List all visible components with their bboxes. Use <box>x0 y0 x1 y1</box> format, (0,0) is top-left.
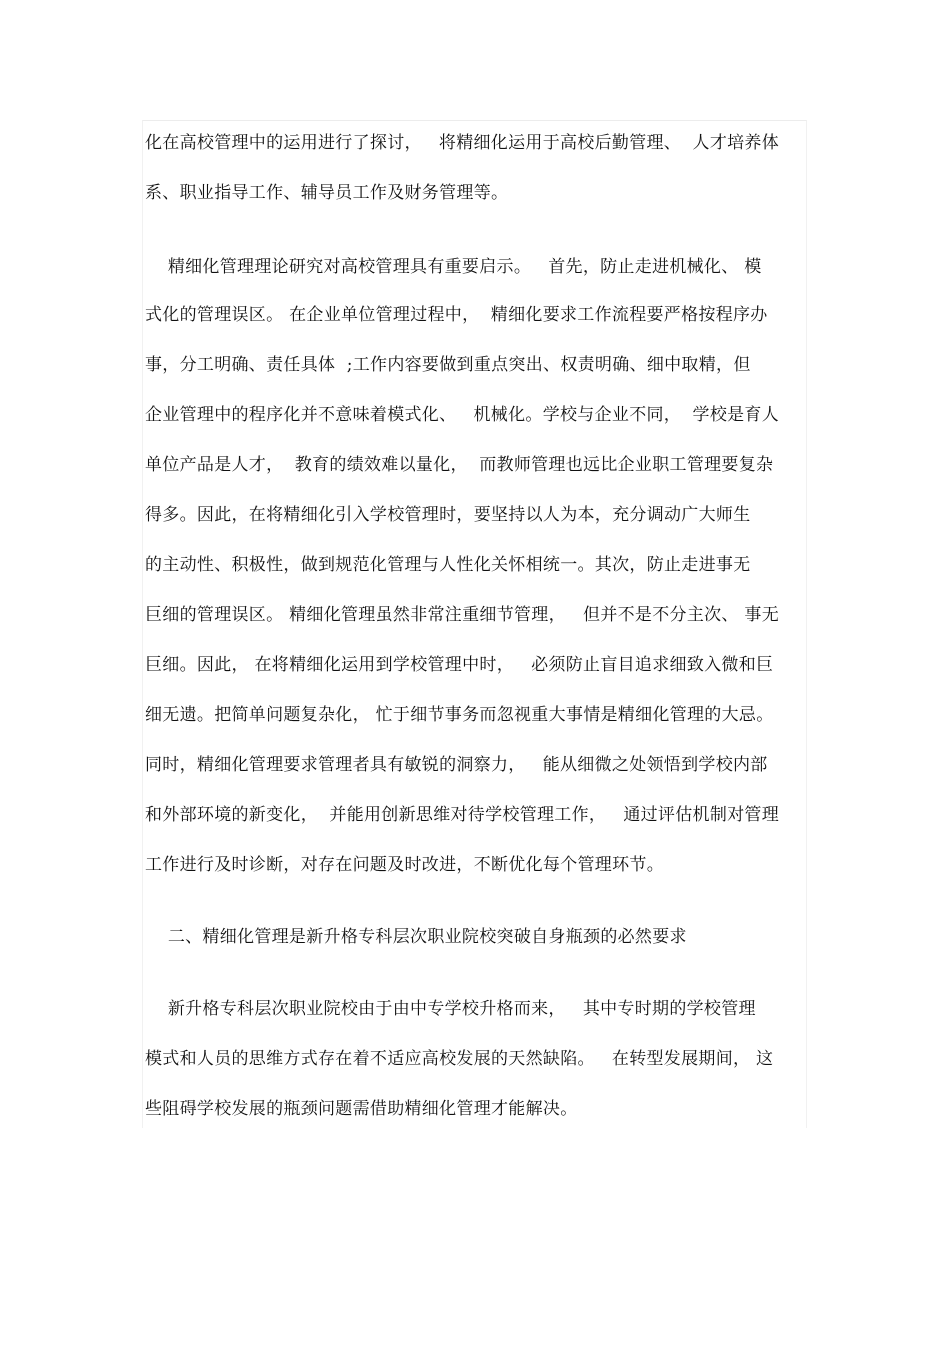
text-line: 模式和人员的思维方式存在着不适应高校发展的天然缺陷。 在转型发展期间， 这 <box>145 1049 774 1069</box>
text-line: 的主动性、积极性，做到规范化管理与人性化关怀相统一。其次，防止走进事无 <box>145 555 751 575</box>
text-line: 得多。因此，在将精细化引入学校管理时，要坚持以人为本，充分调动广大师生 <box>145 505 751 525</box>
text-line: 系、职业指导工作、辅导员工作及财务管理等。 <box>145 183 509 203</box>
text-line: 单位产品是人才， 教育的绩效难以量化， 而教师管理也远比企业职工管理要复杂 <box>145 455 774 475</box>
text-line: 事，分工明确、责任具体 ;工作内容要做到重点突出、权责明确、细中取精，但 <box>145 355 751 375</box>
text-line: 新升格专科层次职业院校由于由中专学校升格而来， 其中专时期的学校管理 <box>145 999 756 1019</box>
text-line: 细无遗。把简单问题复杂化， 忙于细节事务而忽视重大事情是精细化管理的大忌。 <box>145 705 774 725</box>
text-line: 精细化管理理论研究对高校管理具有重要启示。 首先，防止走进机械化、 模 <box>145 257 762 277</box>
section-heading: 二、精细化管理是新升格专科层次职业院校突破自身瓶颈的必然要求 <box>145 927 687 947</box>
text-line: 企业管理中的程序化并不意味着模式化、 机械化。学校与企业不同， 学校是育人 <box>145 405 780 425</box>
text-line: 和外部环境的新变化， 并能用创新思维对待学校管理工作， 通过评估机制对管理 <box>145 805 780 825</box>
text-line: 巨细的管理误区。 精细化管理虽然非常注重细节管理， 但并不是不分主次、 事无 <box>145 605 780 625</box>
text-line: 化在高校管理中的运用进行了探讨， 将精细化运用于高校后勤管理、 人才培养体 <box>145 133 780 153</box>
text-line: 巨细。因此， 在将精细化运用到学校管理中时， 必须防止盲目追求细致入微和巨 <box>145 655 774 675</box>
text-line: 式化的管理误区。 在企业单位管理过程中， 精细化要求工作流程要严格按程序办 <box>145 305 768 325</box>
text-line: 工作进行及时诊断，对存在问题及时改进，不断优化每个管理环节。 <box>145 855 664 875</box>
text-line: 同时，精细化管理要求管理者具有敏锐的洞察力， 能从细微之处领悟到学校内部 <box>145 755 768 775</box>
text-line: 些阻碍学校发展的瓶颈问题需借助精细化管理才能解决。 <box>145 1099 578 1119</box>
